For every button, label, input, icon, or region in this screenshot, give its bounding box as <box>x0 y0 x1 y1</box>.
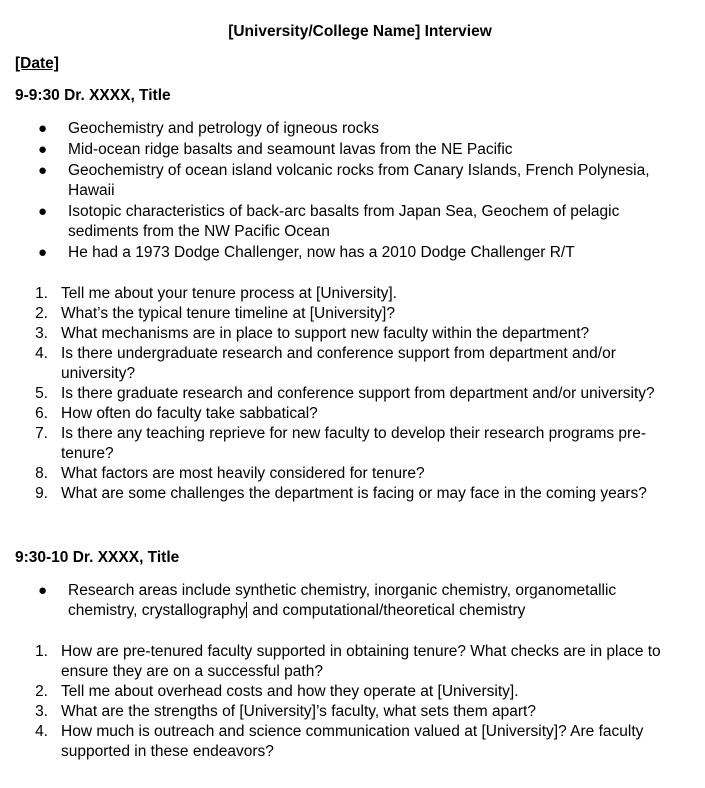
list-item: ● He had a 1973 Dodge Challenger, now has a 2010 Dodge Challenger R/T <box>38 244 575 261</box>
list-item: 7. Is there any teaching reprieve for new faculty to develop their research programs pre-tenure? <box>35 425 646 462</box>
list-item: 4. Is there undergraduate research and conference support from department and/or university? <box>35 345 616 382</box>
list-item: 6. How often do faculty take sabbatical? <box>35 405 318 422</box>
list-item: 5. Is there graduate research and conference support from department and/or university? <box>35 385 655 402</box>
list-item: ● Geochemistry and petrology of igneous rocks <box>38 120 380 137</box>
list-item: 2. What’s the typical tenure timeline at [University]? <box>35 305 395 322</box>
text-cursor <box>246 602 247 618</box>
list-item: 9. What are some challenges the department is facing or may face in the coming years? <box>35 485 647 502</box>
slot2-heading: 9:30-10 Dr. XXXX, Title <box>15 549 180 566</box>
date-heading: [Date] <box>15 55 59 72</box>
list-item: 3. What mechanisms are in place to support new faculty within the department? <box>35 325 590 342</box>
slot2-bullet-list <box>0 581 705 622</box>
bullet-icon: ● <box>38 582 48 599</box>
list-item: ● Research areas include synthetic chemistry, inorganic chemistry, organometallic chemistry, crystallography and computational/theoretical chemistry <box>38 582 617 619</box>
list-item: 1. How are pre-tenured faculty supported in obtaining tenure? What checks are in place to ensure they are on a successful path? <box>35 643 661 680</box>
list-item: ● Geochemistry of ocean island volcanic rocks from Canary Islands, French Polynesia, Hawaii <box>38 162 650 199</box>
list-item: 4. How much is outreach and science communication valued at [University]? Are faculty supported in these endeavors? <box>35 723 644 760</box>
list-item: 8. What factors are most heavily considered for tenure? <box>35 465 425 482</box>
list-item: 1. Tell me about your tenure process at [University]. <box>35 285 397 302</box>
bullet-icon: ● <box>38 141 48 158</box>
bullet-icon: ● <box>38 162 48 179</box>
bullet-icon: ● <box>38 120 48 137</box>
list-item: 2. Tell me about overhead costs and how they operate at [University]. <box>35 683 519 700</box>
list-item: ● Isotopic characteristics of back-arc basalts from Japan Sea, Geochem of pelagic sediments from the NW Pacific Ocean <box>38 203 620 240</box>
bullet-icon: ● <box>38 244 48 261</box>
slot1-question-list <box>0 284 705 504</box>
slot1-bullet-list <box>0 119 705 264</box>
list-item: 3. What are the strengths of [University]’s faculty, what sets them apart? <box>35 703 536 720</box>
slot1-heading: 9-9:30 Dr. XXXX, Title <box>15 87 171 104</box>
document-title: [University/College Name] Interview <box>228 23 492 40</box>
bullet-icon: ● <box>38 203 48 220</box>
slot2-question-list <box>0 642 705 762</box>
list-item: ● Mid-ocean ridge basalts and seamount lavas from the NE Pacific <box>38 141 513 158</box>
